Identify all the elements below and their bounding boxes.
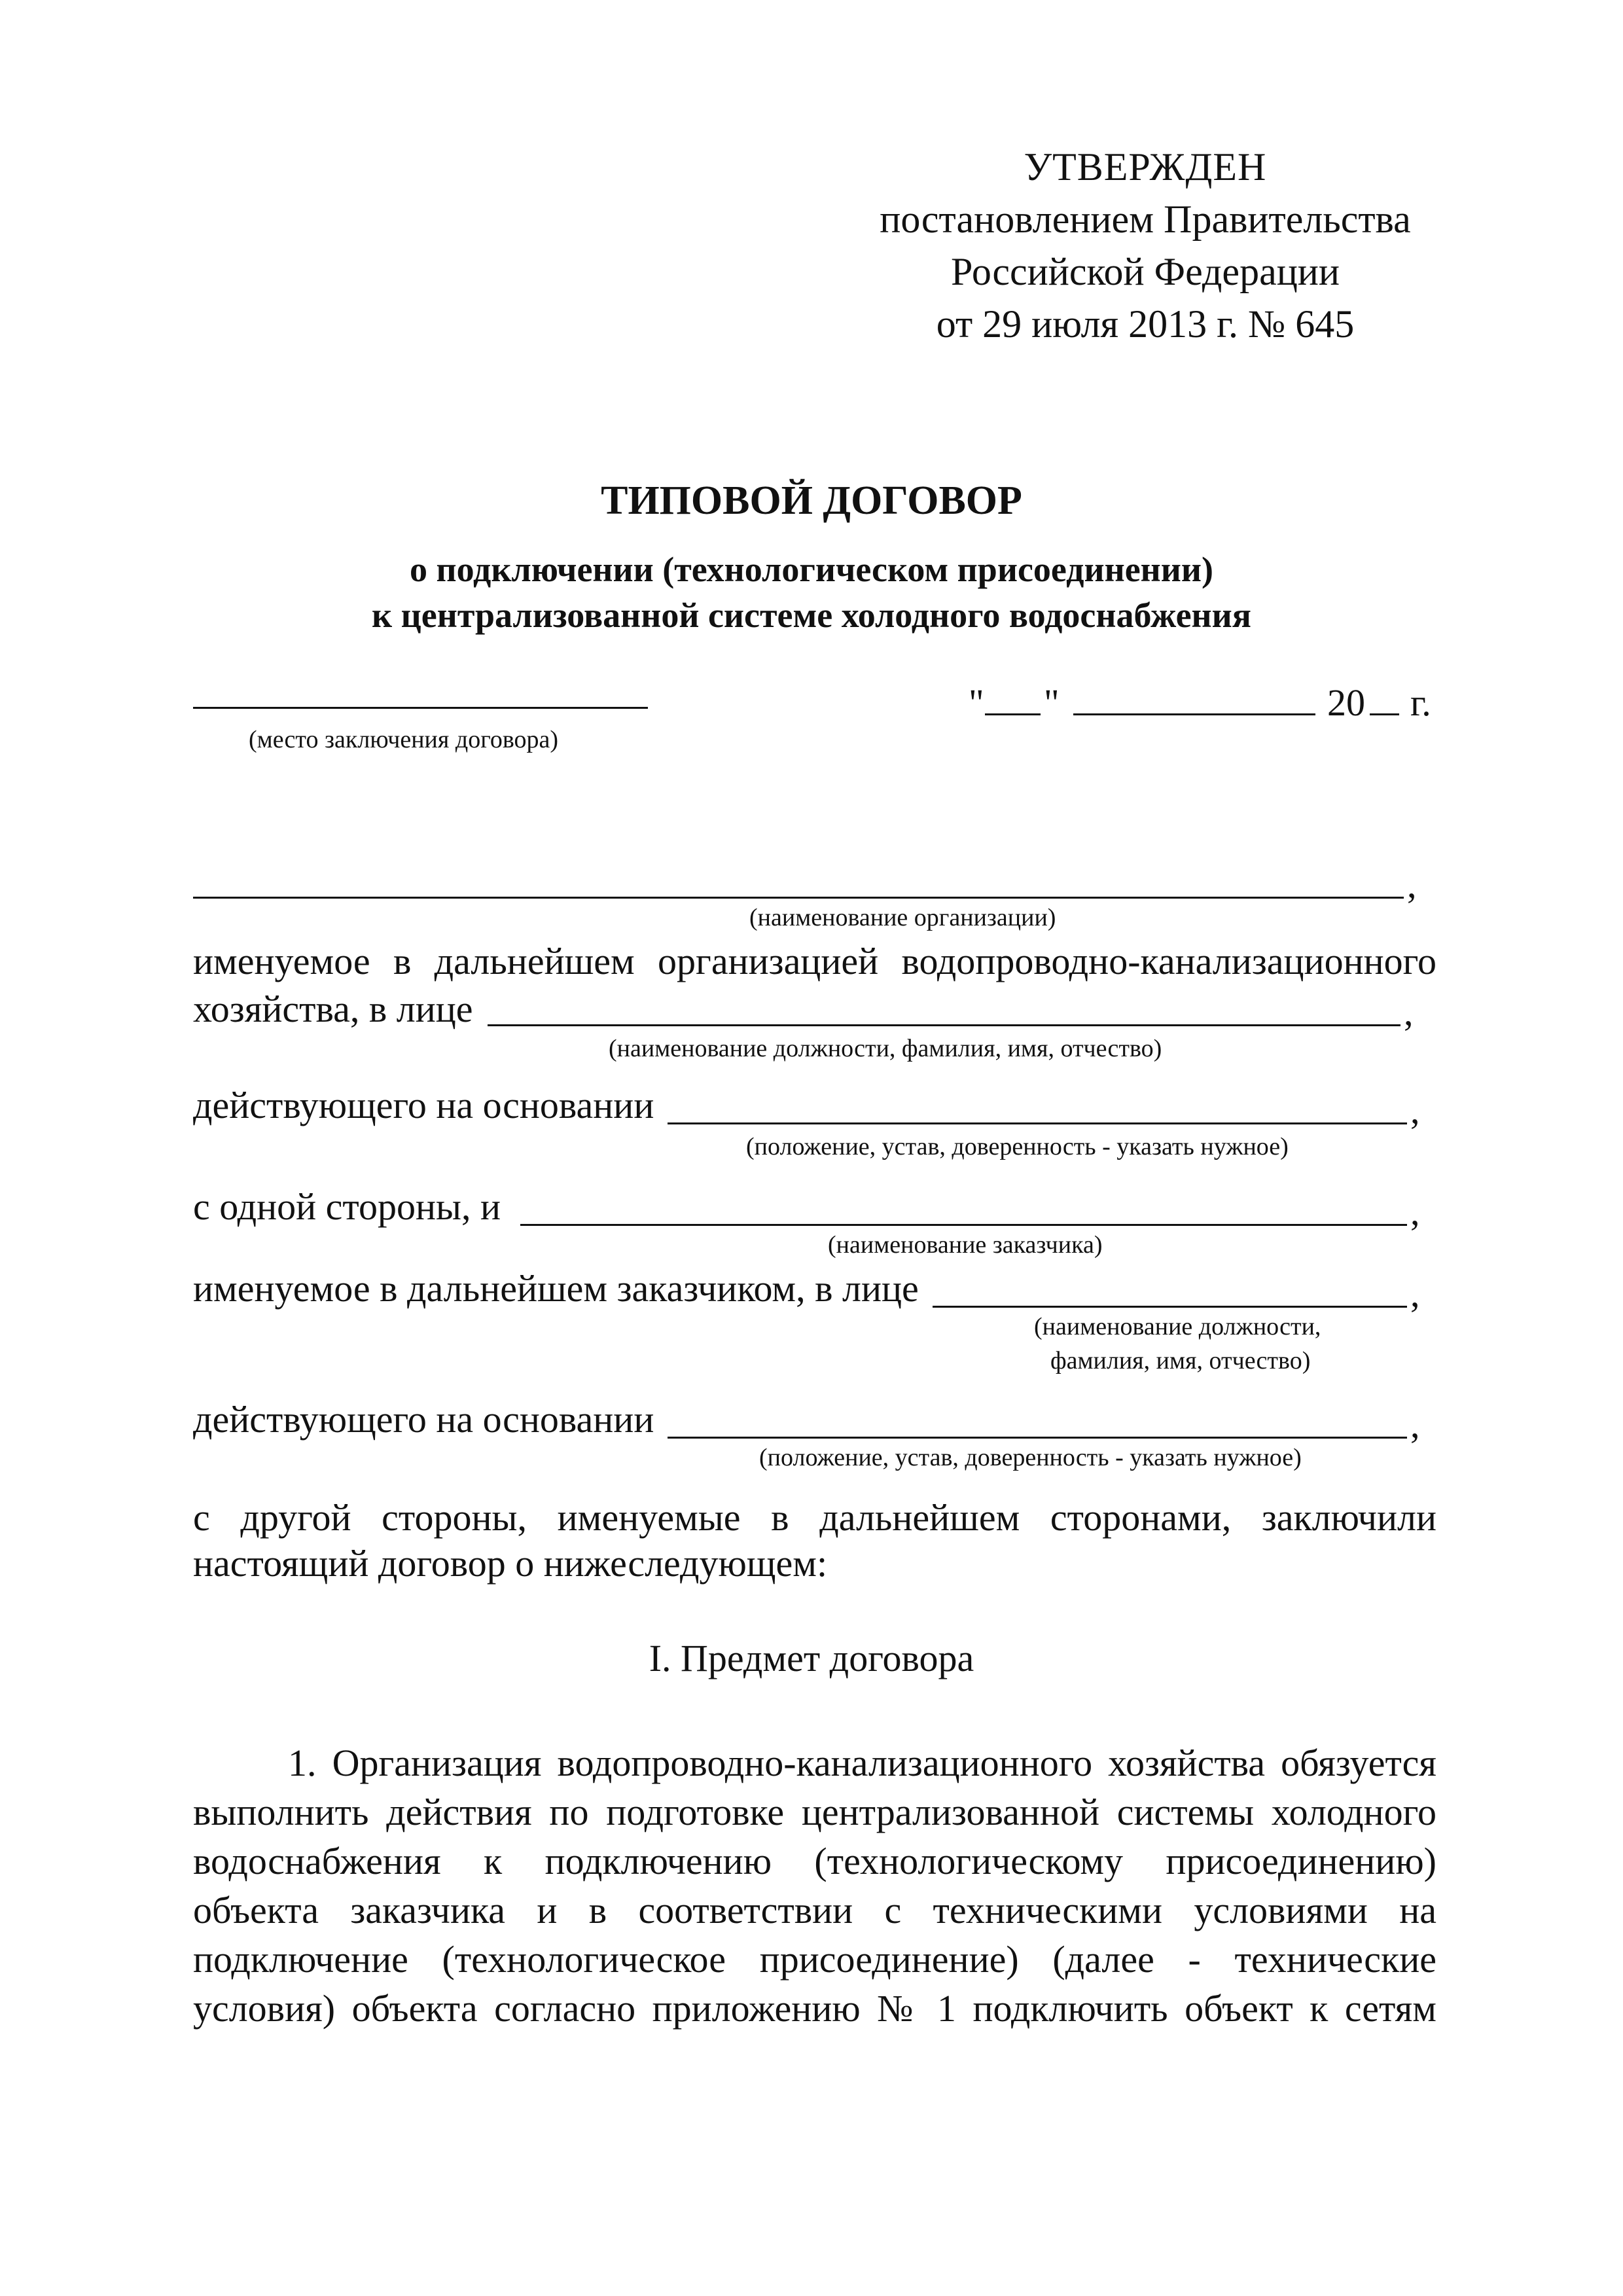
approval-block [851, 141, 1440, 350]
customer-hint: (наименование заказчика) [828, 1231, 1103, 1259]
acting-basis-line-2[interactable] [668, 1437, 1407, 1439]
acting-basis-label-2: действующего на основании [193, 1398, 654, 1441]
approval-title: УТВЕРЖДЕН [1024, 145, 1267, 188]
basis-hint-2: (положение, устав, доверенность - указать нужное) [759, 1444, 1302, 1471]
position-name-hint: (наименование должности, фамилия, имя, отчество) [609, 1035, 1162, 1062]
paragraph-1-line-4: объекта заказчика и в соответствии с техническими условиями на [193, 1889, 1436, 1931]
paragraph-1-line-2: выполнить действия по подготовке централизованной системы холодного [193, 1791, 1436, 1833]
section-title: I. Предмет договора [649, 1637, 974, 1679]
date-month-line[interactable] [1073, 713, 1315, 715]
named-customer-label: именуемое в дальнейшем заказчиком, в лице [193, 1267, 919, 1310]
customer-position-hint-2: фамилия, имя, отчество) [1050, 1347, 1311, 1374]
subtitle-line-2: к централизованной системе холодного водоснабжения [372, 596, 1251, 635]
customer-comma: , [1410, 1191, 1420, 1233]
organization-name-line[interactable] [193, 897, 1404, 899]
household-representative-line[interactable] [488, 1024, 1400, 1026]
approval-line-2: Российской Федерации [950, 250, 1340, 293]
acting-basis-comma: , [1410, 1089, 1420, 1132]
date-day-line[interactable] [985, 713, 1041, 715]
paragraph-1-line-5: подключение (технологическое присоединение) (далее - технические [193, 1938, 1436, 1981]
paragraph-1-line-6: условия) объекта согласно приложению № 1 подключить объект к сетям [193, 1987, 1436, 2030]
customer-name-line[interactable] [520, 1224, 1407, 1226]
paragraph-1-line-1: 1. Организация водопроводно-канализационного хозяйства обязуется [288, 1742, 1436, 1784]
other-side-text-1: с другой стороны, именуемые в дальнейшем сторонами, заключили [193, 1496, 1436, 1539]
document-subtitle [0, 547, 1623, 638]
date-year-suffix: г. [1410, 681, 1431, 724]
date-year-line[interactable] [1370, 713, 1399, 715]
approval-line-3: от 29 июля 2013 г. № 645 [936, 302, 1355, 346]
household-comma: , [1404, 991, 1414, 1033]
one-side-label: с одной стороны, и [193, 1185, 501, 1228]
customer-representative-comma: , [1410, 1272, 1420, 1315]
date-quote-close: " [1044, 681, 1060, 724]
household-label: хозяйства, в лице [193, 988, 473, 1030]
customer-representative-line[interactable] [933, 1306, 1407, 1308]
subtitle-line-1: о подключении (технологическом присоединении) [410, 550, 1213, 589]
place-hint: (место заключения договора) [249, 726, 559, 753]
date-quote-open: " [969, 681, 984, 724]
acting-basis-label: действующего на основании [193, 1084, 654, 1126]
acting-basis-comma-2: , [1410, 1403, 1420, 1446]
date-year-prefix: 20 [1327, 681, 1365, 724]
customer-position-hint-1: (наименование должности, [1034, 1313, 1321, 1340]
document-title: ТИПОВОЙ ДОГОВОР [601, 478, 1022, 523]
acting-basis-line[interactable] [668, 1122, 1407, 1124]
other-side-text-2: настоящий договор о нижеследующем: [193, 1542, 828, 1585]
approval-line-1: постановлением Правительства [880, 198, 1411, 241]
paragraph-1-line-3: водоснабжения к подключению (технологическому присоединению) [193, 1840, 1436, 1882]
basis-hint: (положение, устав, доверенность - указать нужное) [746, 1133, 1289, 1160]
place-field-line[interactable] [193, 707, 648, 709]
organization-hint: (наименование организации) [749, 904, 1056, 931]
organization-comma: , [1407, 863, 1417, 906]
named-organization-text: именуемое в дальнейшем организацией водопроводно-канализационного [193, 940, 1436, 982]
